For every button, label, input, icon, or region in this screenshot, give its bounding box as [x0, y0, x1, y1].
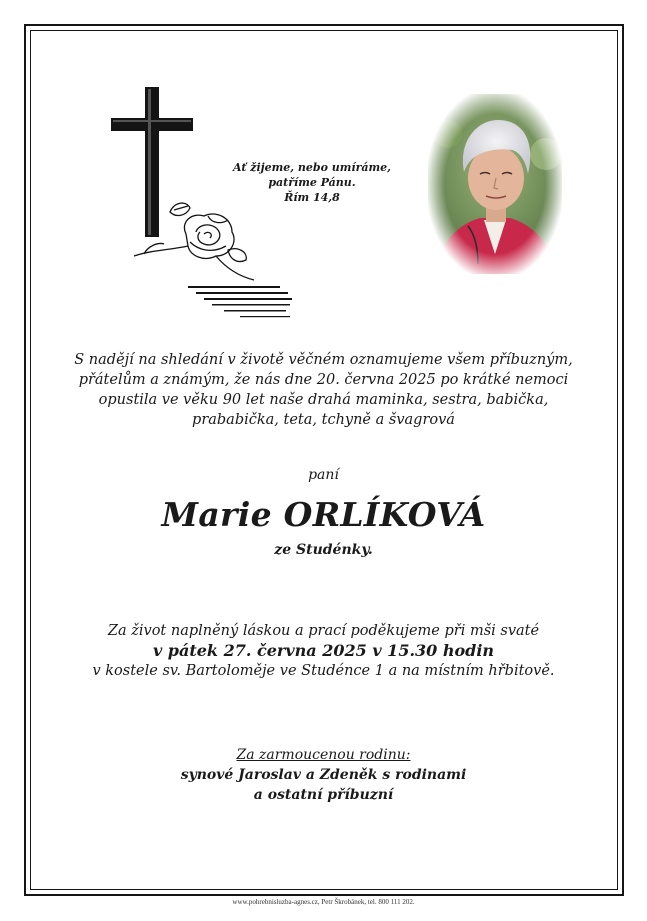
intro-line-1: S nadějí na shledání v životě věčném oznamujeme všem příbuzným,	[74, 352, 573, 368]
ceremony-text	[40, 621, 607, 681]
family-line-1: synové Jaroslav a Zdeněk s rodinami	[180, 767, 467, 783]
family-line-2: a ostatní příbuzní	[253, 787, 394, 803]
ceremony-date: v pátek 27. června 2025 v 15.30 hodin	[152, 641, 495, 660]
honorific: paní	[308, 467, 339, 483]
verse-reference: Řím 14,8	[284, 191, 340, 204]
portrait-photo-icon	[428, 94, 562, 274]
intro-line-2: přátelům a známým, že nás dne 20. června 2025 po krátké nemoci	[78, 372, 569, 388]
ceremony-line-3: v kostele sv. Bartoloměje ve Studénce 1 a na místním hřbitově.	[92, 663, 555, 679]
ceremony-line-1: Za život naplněný láskou a prací poděkujeme při mši svaté	[107, 623, 540, 639]
verse-line-1: Ať žijeme, nebo umíráme,	[232, 161, 391, 174]
scripture-verse	[232, 160, 392, 205]
announcement-text	[40, 350, 607, 430]
deceased-name: Marie ORLÍKOVÁ	[161, 495, 486, 534]
verse-line-2: patříme Pánu.	[268, 176, 356, 189]
intro-line-3: opustila ve věku 90 let naše drahá maminka, sestra, babička,	[98, 392, 549, 408]
family-heading: Za zarmoucenou rodinu:	[236, 747, 411, 763]
family-signature	[40, 745, 607, 805]
footer-contact: www.pohrebnisluzba-agnes.cz, Petr Škrobánek, tel. 800 111 202.	[232, 898, 415, 906]
deceased-origin: ze Studénky.	[274, 542, 373, 558]
intro-line-4: prababička, teta, tchyně a švagrová	[192, 412, 455, 428]
